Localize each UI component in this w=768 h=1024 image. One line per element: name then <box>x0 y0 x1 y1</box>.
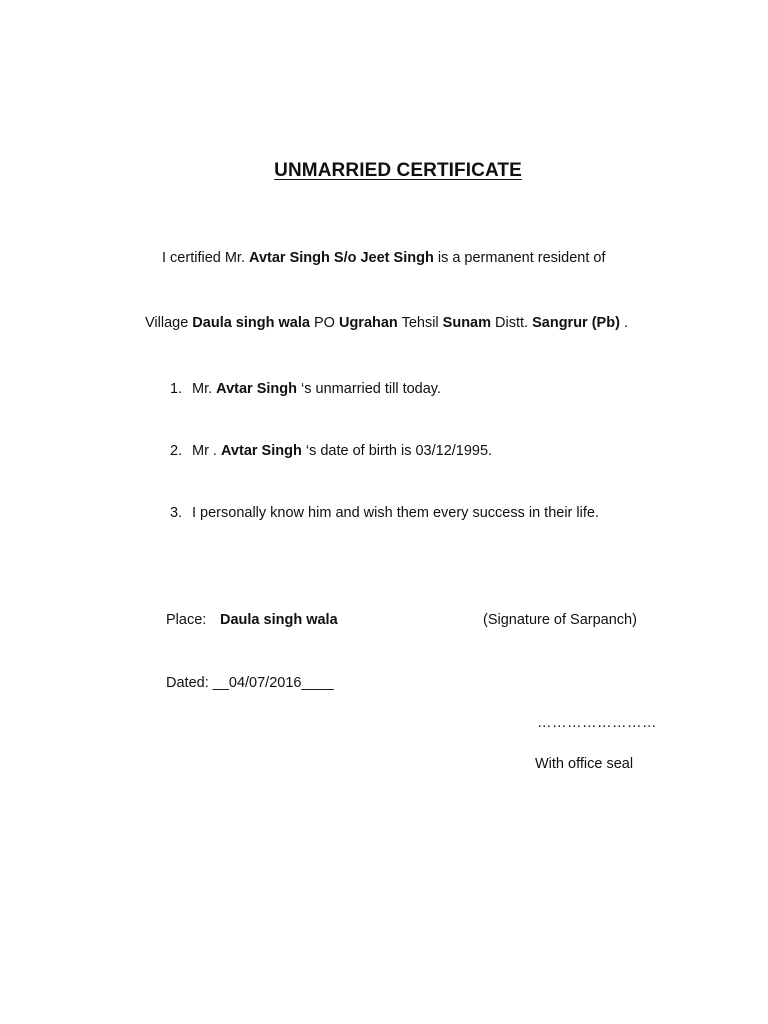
place-label: Place: <box>166 612 207 628</box>
village-label: Village <box>145 315 193 331</box>
distt-name: Sangrur (Pb) <box>532 315 620 331</box>
item-text: I personally know him and wish them every success in their life. <box>192 505 599 521</box>
intro-line <box>162 250 606 266</box>
address-end: . <box>619 315 628 331</box>
list-item <box>170 505 599 521</box>
signature-dots: …………………… <box>537 715 657 731</box>
tehsil-label: Tehsil <box>397 315 443 331</box>
item-text: ‘s date of birth is 03/12/1995. <box>301 443 493 459</box>
item-text: ‘s unmarried till today. <box>297 381 441 397</box>
certificate-title: UNMARRIED CERTIFICATE <box>274 160 522 181</box>
item-number: 1. <box>170 381 183 397</box>
person-name-relation: Avtar Singh S/o Jeet Singh <box>249 250 434 266</box>
list-item <box>170 443 492 459</box>
place-value-text: Daula singh wala <box>220 612 338 628</box>
dated-line: Dated: __04/07/2016____ <box>166 675 334 691</box>
tehsil-name: Sunam <box>442 315 492 331</box>
item-number: 2. <box>170 443 183 459</box>
list-item <box>170 381 441 397</box>
po-name: Ugrahan <box>338 315 398 331</box>
address-line <box>145 315 628 331</box>
distt-label: Distt. <box>491 315 533 331</box>
place-value <box>220 612 338 628</box>
office-seal-label: With office seal <box>535 756 634 772</box>
item-prefix: Mr . <box>192 443 221 459</box>
item-number: 3. <box>170 505 183 521</box>
intro-prefix: I certified Mr. <box>162 250 250 266</box>
po-label: PO <box>309 315 339 331</box>
village-name: Daula singh wala <box>192 315 310 331</box>
signature-label: (Signature of Sarpanch) <box>483 612 637 628</box>
item-person-name: Avtar Singh <box>216 381 298 397</box>
intro-suffix: is a permanent resident of <box>433 250 606 266</box>
item-person-name: Avtar Singh <box>221 443 302 459</box>
item-prefix: Mr. <box>192 381 217 397</box>
